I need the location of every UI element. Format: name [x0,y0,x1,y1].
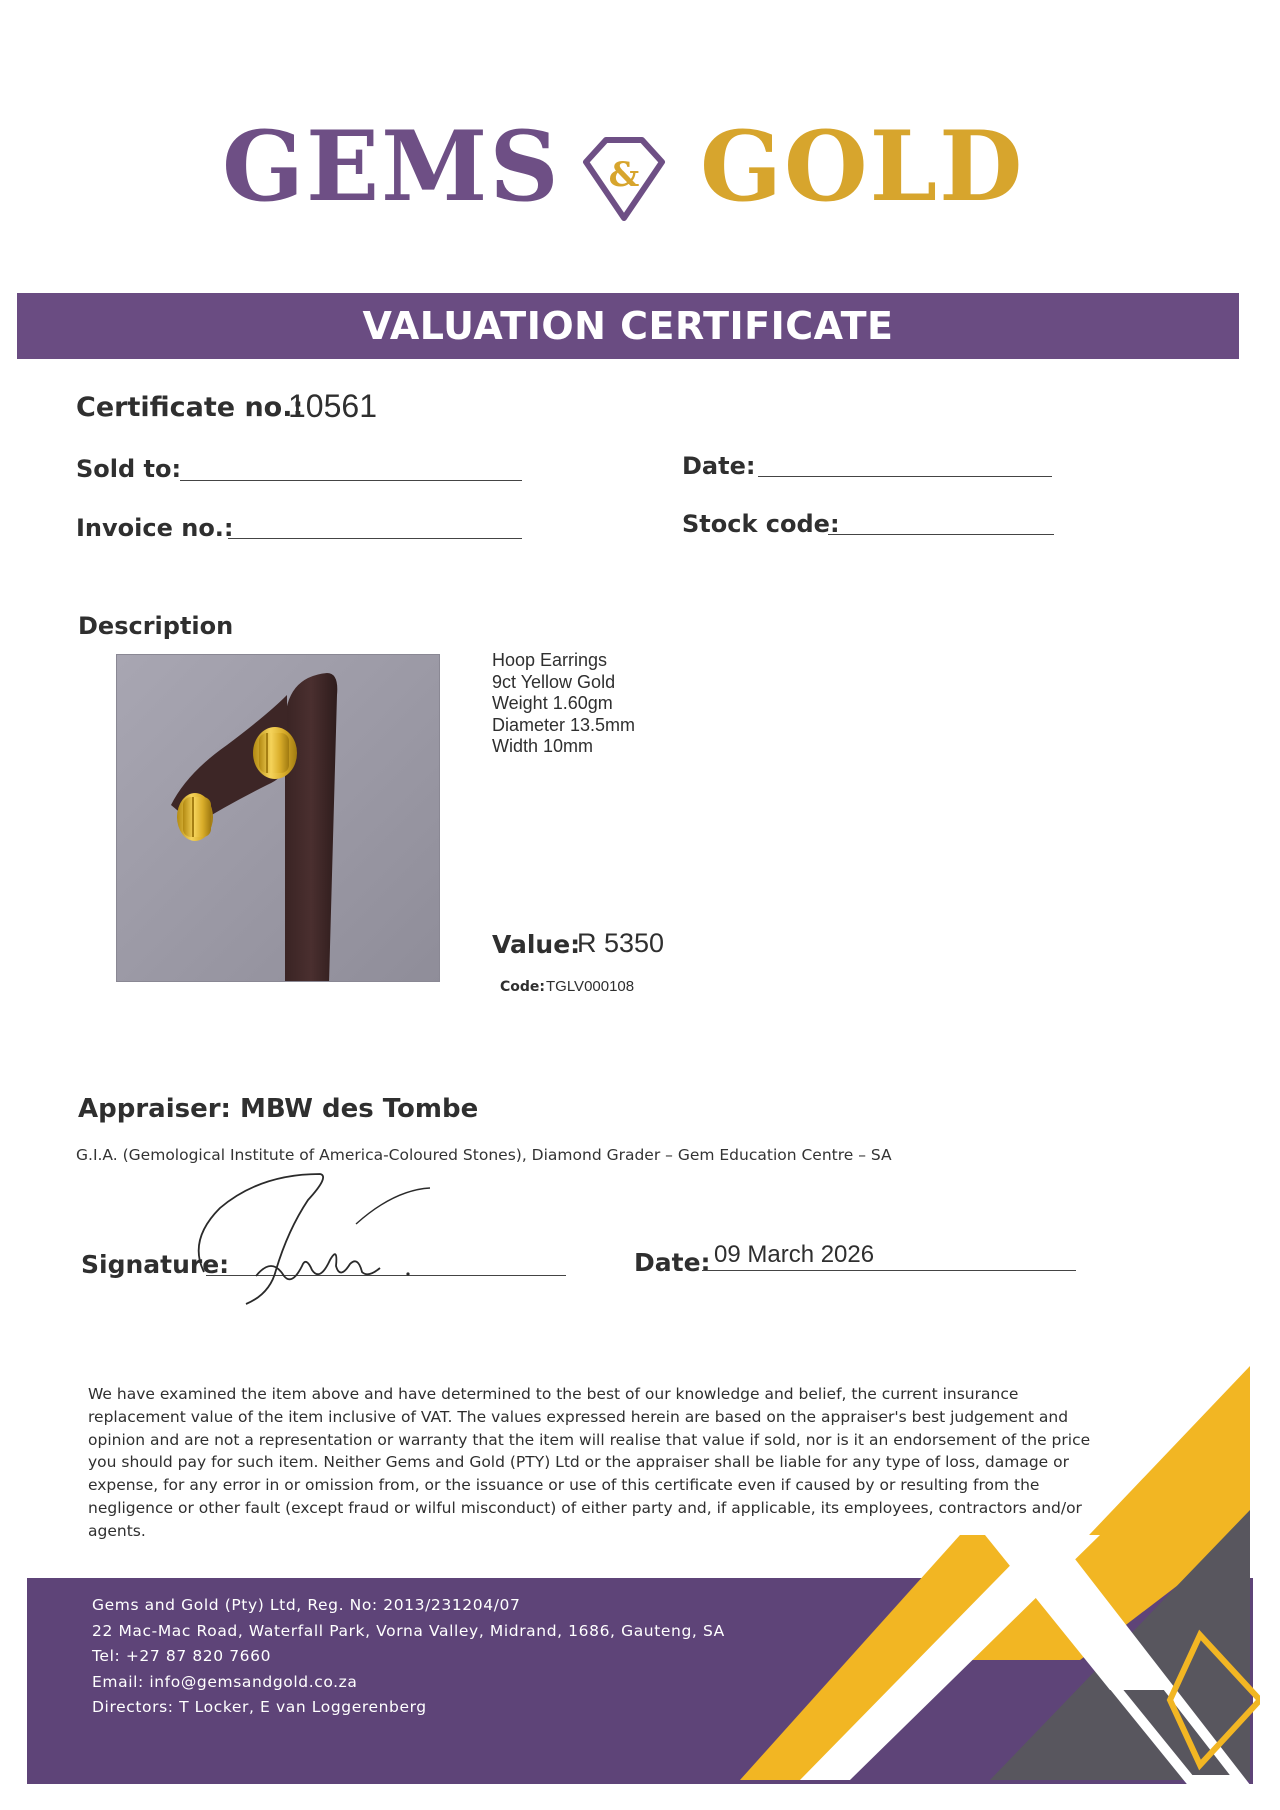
invoice-number-label: Invoice no.: [76,514,234,542]
page-title: VALUATION CERTIFICATE [362,304,894,348]
handwritten-signature [180,1160,440,1310]
description-line: 9ct Yellow Gold [492,671,616,692]
disclaimer-text: We have examined the item above and have determined to the best of our knowledge and belief, the current insurance replacement value of the item inclusive of VAT. The values expressed herein are based on the appraiser's best judgement and opinion and are not a representation or warranty that the item will realise that value if sold, nor is it an endorsement of the price you should pay for such item. Neither Gems and Gold (PTY) Ltd or the appraiser shall be liable for any type of loss, damage or expense, for any error in or omission from, or the issuance or use of this certificate even if caused by or resulting from the negligence or other fault (except fraud or wilful misconduct) of either party and, if applicable, its employees, contractors and/or agents. [88,1385,1091,1540]
title-band [17,293,1239,359]
appraiser-title: Appraiser: MBW des Tombe [78,1094,479,1124]
signature-date-label: Date: [634,1248,711,1277]
date-label: Date: [682,452,756,480]
description-heading: Description [78,612,234,640]
signature-label: Signature: [81,1250,230,1279]
footer-company-line: Gems and Gold (Pty) Ltd, Reg. No: 2013/231204/07 [92,1596,521,1614]
stock-code-label: Stock code: [682,510,840,538]
footer-phone-line: Tel: +27 87 820 7660 [92,1647,272,1665]
sold-to-label: Sold to: [76,455,182,483]
description-line: Diameter 13.5mm [492,714,636,735]
signature-date-line [702,1270,1076,1271]
item-description [492,650,635,758]
geometric-decoration [700,1360,1260,1790]
description-line: Width 10mm [492,736,594,756]
stock-code-line [828,534,1054,535]
diamond-icon [576,134,672,224]
description-line: Weight 1.60gm [492,693,613,713]
company-details [92,1593,725,1721]
logo-ampersand: & [608,155,640,195]
certificate-number-value: 10561 [288,388,377,424]
value-amount: R 5350 [577,928,665,958]
earring-display-image [117,655,440,982]
appraiser-qualification: G.I.A. (Gemological Institute of America-Coloured Stones), Diamond Grader – Gem Education Centre – SA [76,1146,892,1164]
sold-to-line [180,480,522,481]
invoice-number-line [228,538,522,539]
description-line: Hoop Earrings [492,650,608,670]
code-label: Code: [500,979,546,995]
item-photo [116,654,440,982]
logo-gems-word: GEMS [222,110,561,223]
value-label: Value: [492,930,581,959]
footer-email-line: Email: info@gemsandgold.co.za [92,1672,358,1691]
certificate-number-label: Certificate no.: [76,392,304,423]
date-line [758,476,1052,477]
code-value: TGLV000108 [546,978,635,995]
footer-directors-line: Directors: T Locker, E van Loggerenberg [92,1698,427,1716]
logo-gold-word: GOLD [700,110,1025,223]
footer-address-line: 22 Mac-Mac Road, Waterfall Park, Vorna Valley, Midrand, 1686, Gauteng, SA [92,1621,725,1640]
brand-logo [0,112,1280,232]
signature-date-value: 09 March 2026 [714,1241,875,1268]
